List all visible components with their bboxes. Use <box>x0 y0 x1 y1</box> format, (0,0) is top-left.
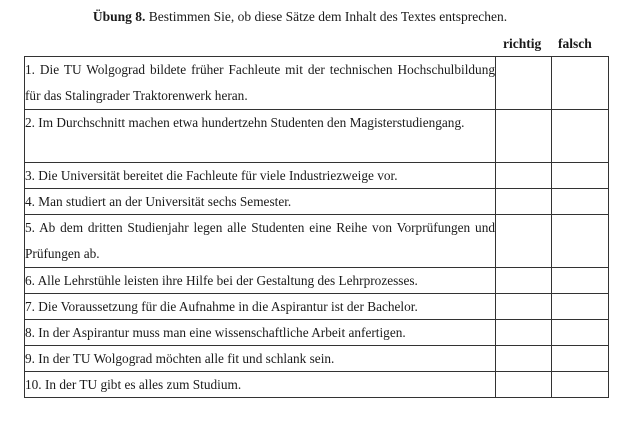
statement-text: 6. Alle Lehrstühle leisten ihre Hilfe bei der Gestaltung des Lehrprozesses. <box>25 273 418 288</box>
table-row <box>25 57 609 110</box>
table-row <box>25 110 609 163</box>
falsch-checkbox[interactable] <box>552 346 609 372</box>
statement-text: 7. Die Voraussetzung für die Aufnahme in die Aspirantur ist der Bachelor. <box>25 299 418 314</box>
exercise-title <box>0 9 600 25</box>
richtig-checkbox[interactable] <box>496 110 552 163</box>
statement-cell <box>25 294 496 320</box>
table-row <box>25 215 609 268</box>
richtig-checkbox[interactable] <box>496 294 552 320</box>
richtig-checkbox[interactable] <box>496 215 552 268</box>
statement-cell <box>25 320 496 346</box>
statement-cell <box>25 110 496 163</box>
falsch-checkbox[interactable] <box>552 57 609 110</box>
falsch-checkbox[interactable] <box>552 320 609 346</box>
richtig-checkbox[interactable] <box>496 189 552 215</box>
statement-text: 3. Die Universität bereitet die Fachleute für viele Industriezweige vor. <box>25 168 398 183</box>
exercise-number: Übung 8. <box>92 9 146 24</box>
table-row <box>25 372 609 398</box>
exercise-instruction: Bestimmen Sie, ob diese Sätze dem Inhalt des Textes entsprechen. <box>145 9 508 24</box>
falsch-checkbox[interactable] <box>552 189 609 215</box>
falsch-checkbox[interactable] <box>552 372 609 398</box>
column-header-falsch: falsch <box>558 36 592 51</box>
statement-cell <box>25 268 496 294</box>
statement-text: 5. Ab dem dritten Studienjahr legen alle Studenten eine Reihe von Vorprüfungen und Prüfungen ab. <box>25 220 495 261</box>
statement-cell <box>25 163 496 189</box>
richtig-checkbox[interactable] <box>496 372 552 398</box>
richtig-checkbox[interactable] <box>496 268 552 294</box>
statements-table <box>24 56 609 398</box>
richtig-checkbox[interactable] <box>496 57 552 110</box>
statement-text: 9. In der TU Wolgograd möchten alle fit und schlank sein. <box>25 351 335 366</box>
statement-cell <box>25 215 496 268</box>
falsch-checkbox[interactable] <box>552 215 609 268</box>
statement-text: 1. Die TU Wolgograd bildete früher Fachleute mit der technischen Hochschulbildung für das Stalingrader Traktorenwerk heran. <box>25 62 495 103</box>
richtig-checkbox[interactable] <box>496 320 552 346</box>
falsch-checkbox[interactable] <box>552 294 609 320</box>
statement-cell <box>25 57 496 110</box>
richtig-checkbox[interactable] <box>496 346 552 372</box>
column-header-richtig: richtig <box>503 36 542 51</box>
statement-text: 8. In der Aspirantur muss man eine wissenschaftliche Arbeit anfertigen. <box>25 325 406 340</box>
table-row <box>25 189 609 215</box>
table-row <box>25 320 609 346</box>
falsch-checkbox[interactable] <box>552 268 609 294</box>
richtig-checkbox[interactable] <box>496 163 552 189</box>
table-row <box>25 346 609 372</box>
table-row <box>25 268 609 294</box>
statement-cell <box>25 346 496 372</box>
statement-cell <box>25 372 496 398</box>
falsch-checkbox[interactable] <box>552 163 609 189</box>
table-row <box>25 163 609 189</box>
table-row <box>25 294 609 320</box>
statement-cell <box>25 189 496 215</box>
statement-text: 10. In der TU gibt es alles zum Studium. <box>25 377 242 392</box>
falsch-checkbox[interactable] <box>552 110 609 163</box>
statement-text: 2. Im Durchschnitt machen etwa hundertzehn Studenten den Magisterstudiengang. <box>25 115 465 130</box>
statement-text: 4. Man studiert an der Universität sechs Semester. <box>25 194 292 209</box>
